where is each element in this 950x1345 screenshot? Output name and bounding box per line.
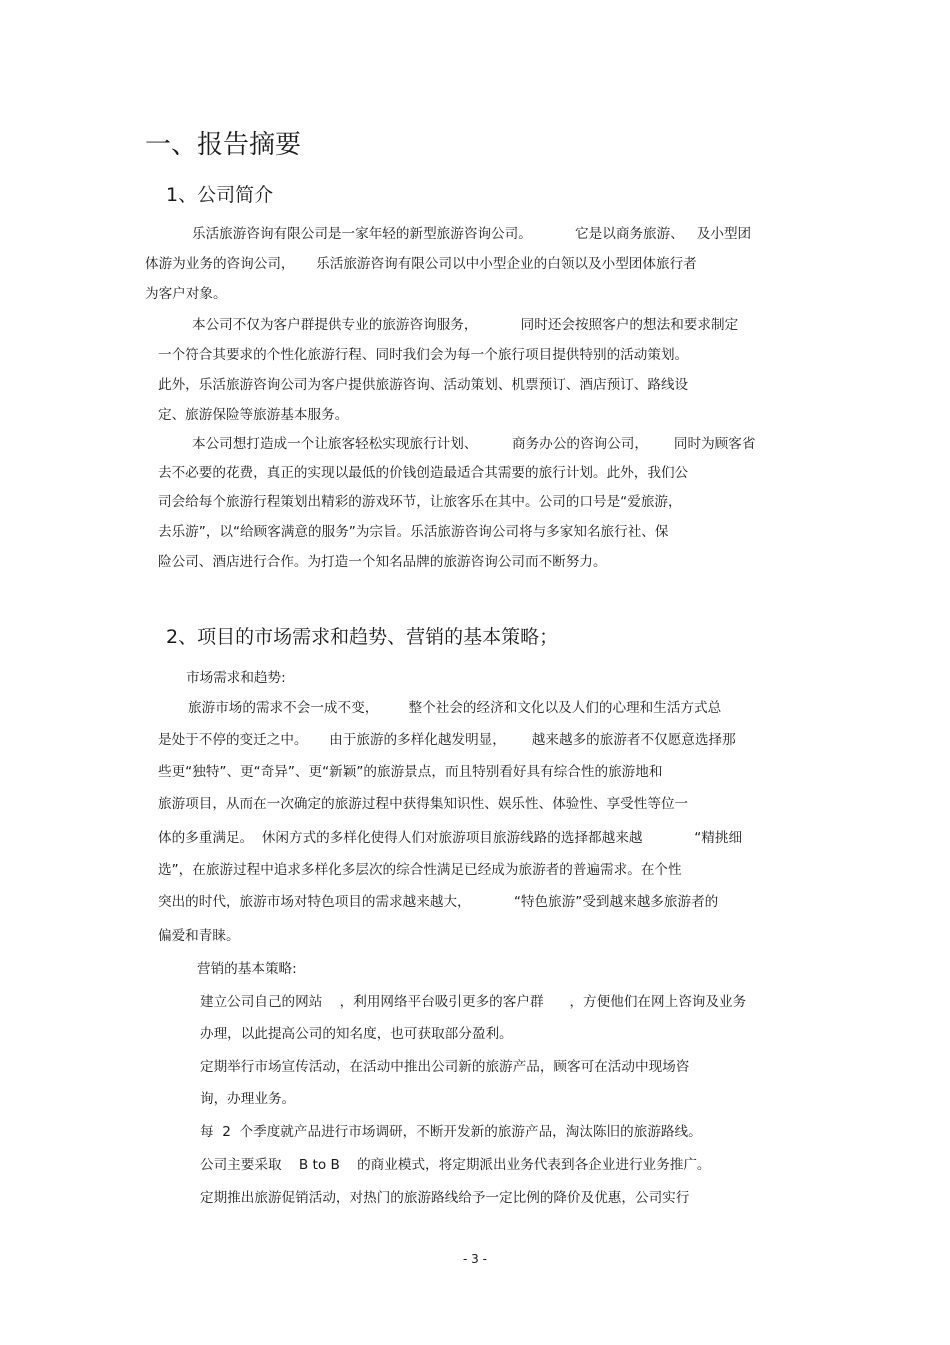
paragraph-line: 旅游项目，从而在一次确定的旅游过程中获得集知识性、娱乐性、体验性、享受性等位一 [158,796,689,812]
paragraph-line: 本公司不仅为客户群提供专业的旅游咨询服务， 同时还会按照客户的想法和要求制定 [192,317,739,333]
paragraph-line: 去不必要的花费，真正的实现以最低的价钱创造最适合其需要的旅行计划。此外，我们公 [158,465,689,481]
paragraph-line: 此外，乐活旅游咨询公司为客户提供旅游咨询、活动策划、机票预订、酒店预订、路线设 [158,377,689,393]
paragraph-line: 体的多重满足。 休闲方式的多样化使得人们对旅游项目旅游线路的选择都越来越 “精挑细 [158,830,743,846]
strategy-line: 办理，以此提高公司的知名度，也可获取部分盈利。 [200,1026,513,1042]
subheading-marketing-strategy: 营销的基本策略: [197,961,297,977]
strategy-line: 定期举行市场宣传活动，在活动中推出公司新的旅游产品，顾客可在活动中现场咨 [200,1059,690,1075]
paragraph-line: 一个符合其要求的个性化旅游行程、同时我们会为每一个旅行项目提供特别的活动策划。 [158,347,689,363]
report-summary-heading: 一、报告摘要 [145,130,302,160]
subheading-market-demand: 市场需求和趋势: [186,670,286,686]
paragraph-line: 险公司、酒店进行合作。为打造一个知名品牌的旅游咨询公司而不断努力。 [158,554,607,570]
strategy-line: 建立公司自己的网站 ，利用网络平台吸引更多的客户群 ，方便他们在网上咨询及业务 [200,994,747,1010]
strategy-line: 公司主要采取 B to B 的商业模式，将定期派出业务代表到各企业进行业务推广。 [200,1157,711,1173]
paragraph-line: 突出的时代，旅游市场对特色项目的需求越来越大， “特色旅游”受到越来越多旅游者的 [158,894,719,910]
paragraph-line: 司会给每个旅游行程策划出精彩的游戏环节，让旅客乐在其中。公司的口号是“爱旅游， [158,494,682,510]
paragraph-line: 去乐游”，以“给顾客满意的服务”为宗旨。乐活旅游咨询公司将与多家知名旅行社、保 [158,524,669,540]
section-company-intro-heading: 1、公司简介 [166,184,274,206]
paragraph-line: 定、旅游保险等旅游基本服务。 [158,407,349,423]
strategy-line: 定期推出旅游促销活动，对热门的旅游路线给予一定比例的降价及优惠，公司实行 [200,1190,690,1206]
page-number: - 3 - [463,1252,487,1266]
paragraph-line: 本公司想打造成一个让旅客轻松实现旅行计划、 商务办公的咨询公司， 同时为顾客省 [192,436,756,452]
paragraph-line: 乐活旅游咨询有限公司是一家年轻的新型旅游咨询公司。 它是以商务旅游、 及小型团 [192,226,752,242]
strategy-line: 询，办理业务。 [200,1091,296,1107]
paragraph-line: 些更“独特”、更“奇异”、更“新颖”的旅游景点，而且特别看好具有综合性的旅游地和 [158,764,663,780]
strategy-line: 每 2 个季度就产品进行市场调研，不断开发新的旅游产品，淘汰陈旧的旅游路线。 [200,1124,702,1140]
paragraph-line: 为客户对象。 [145,286,227,302]
paragraph-line: 选”，在旅游过程中追求多样化多层次的综合性满足已经成为旅游者的普遍需求。在个性 [158,862,682,878]
paragraph-line: 旅游市场的需求不会一成不变， 整个社会的经济和文化以及人们的心理和生活方式总 [188,700,722,716]
paragraph-line: 偏爱和青睐。 [158,928,240,944]
paragraph-line: 是处于不停的变迁之中。 由于旅游的多样化越发明显， 越来越多的旅游者不仅愿意选择那 [158,732,736,748]
section-market-heading: 2、项目的市场需求和趋势、营销的基本策略； [166,626,559,648]
paragraph-line: 体游为业务的咨询公司， 乐活旅游咨询有限公司以中小型企业的白领以及小型团体旅行者 [145,256,697,272]
